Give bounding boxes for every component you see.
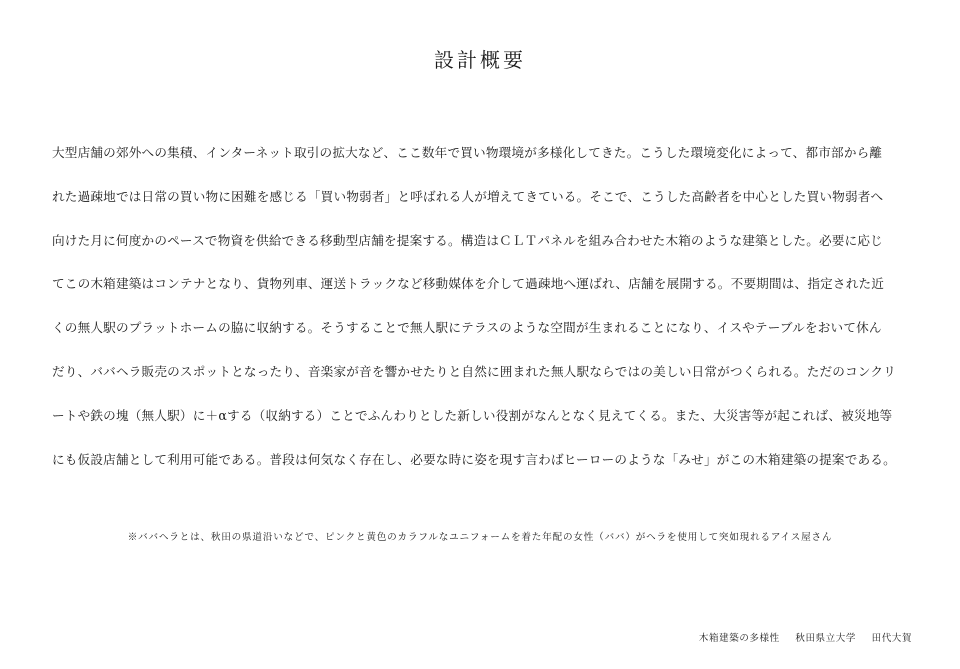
body-line: れた過疎地では日常の買い物に困難を感じる「買い物弱者」と呼ばれる人が増えてきている。そこで、こうした高齢者を中心とした買い物弱者へ bbox=[52, 188, 884, 204]
footer-credits bbox=[699, 632, 912, 646]
page-title: 設計概要 bbox=[434, 48, 526, 72]
body-line: くの無人駅のプラットホームの脇に収納する。そうすることで無人駅にテラスのような空間が生まれることになり、イスやテーブルをおいて休ん bbox=[52, 320, 882, 336]
footnote: ※ババヘラとは、秋田の県道沿いなどで、ピンクと黄色のカラフルなユニフォームを着た年配の女性（ババ）がヘラを使用して突如現れるアイス屋さん bbox=[127, 532, 833, 543]
body-line: 大型店舗の郊外への集積、インターネット取引の拡大など、ここ数年で買い物環境が多様化してきた。こうした環境変化によって、都市部から離 bbox=[52, 145, 883, 160]
body-line: だり、ババヘラ販売のスポットとなったり、音楽家が音を響かせたりと自然に囲まれた無人駅ならではの美しい日常がつくられる。ただのコンクリ bbox=[52, 363, 897, 379]
body-line: 向けた月に何度かのペースで物資を供給できる移動型店舗を提案する。構造はＣＬＴパネルを組み合わせた木箱のような建築とした。必要に応じ bbox=[52, 232, 883, 248]
university-name: 秋田県立大学 bbox=[795, 633, 856, 644]
body-line: ートや鉄の塊（無人駅）に＋αする（収納する）ことでふんわりとした新しい役割がなんとなく見えてくる。また、大災害等が起これば、被災地等 bbox=[52, 407, 893, 423]
body-line: にも仮設店舗として利用可能である。普段は何気なく存在し、必要な時に姿を現す言わばヒーローのような「みせ」がこの木箱建築の提案である。 bbox=[52, 451, 896, 467]
author-name: 田代大賀 bbox=[871, 633, 912, 644]
project-name: 木箱建築の多様性 bbox=[698, 633, 780, 644]
description-body bbox=[52, 145, 912, 495]
body-line: てこの木箱建築はコンテナとなり、貨物列車、運送トラックなど移動媒体を介して過疎地へ運ばれ、店舗を展開する。不要期間は、指定された近 bbox=[52, 276, 885, 292]
